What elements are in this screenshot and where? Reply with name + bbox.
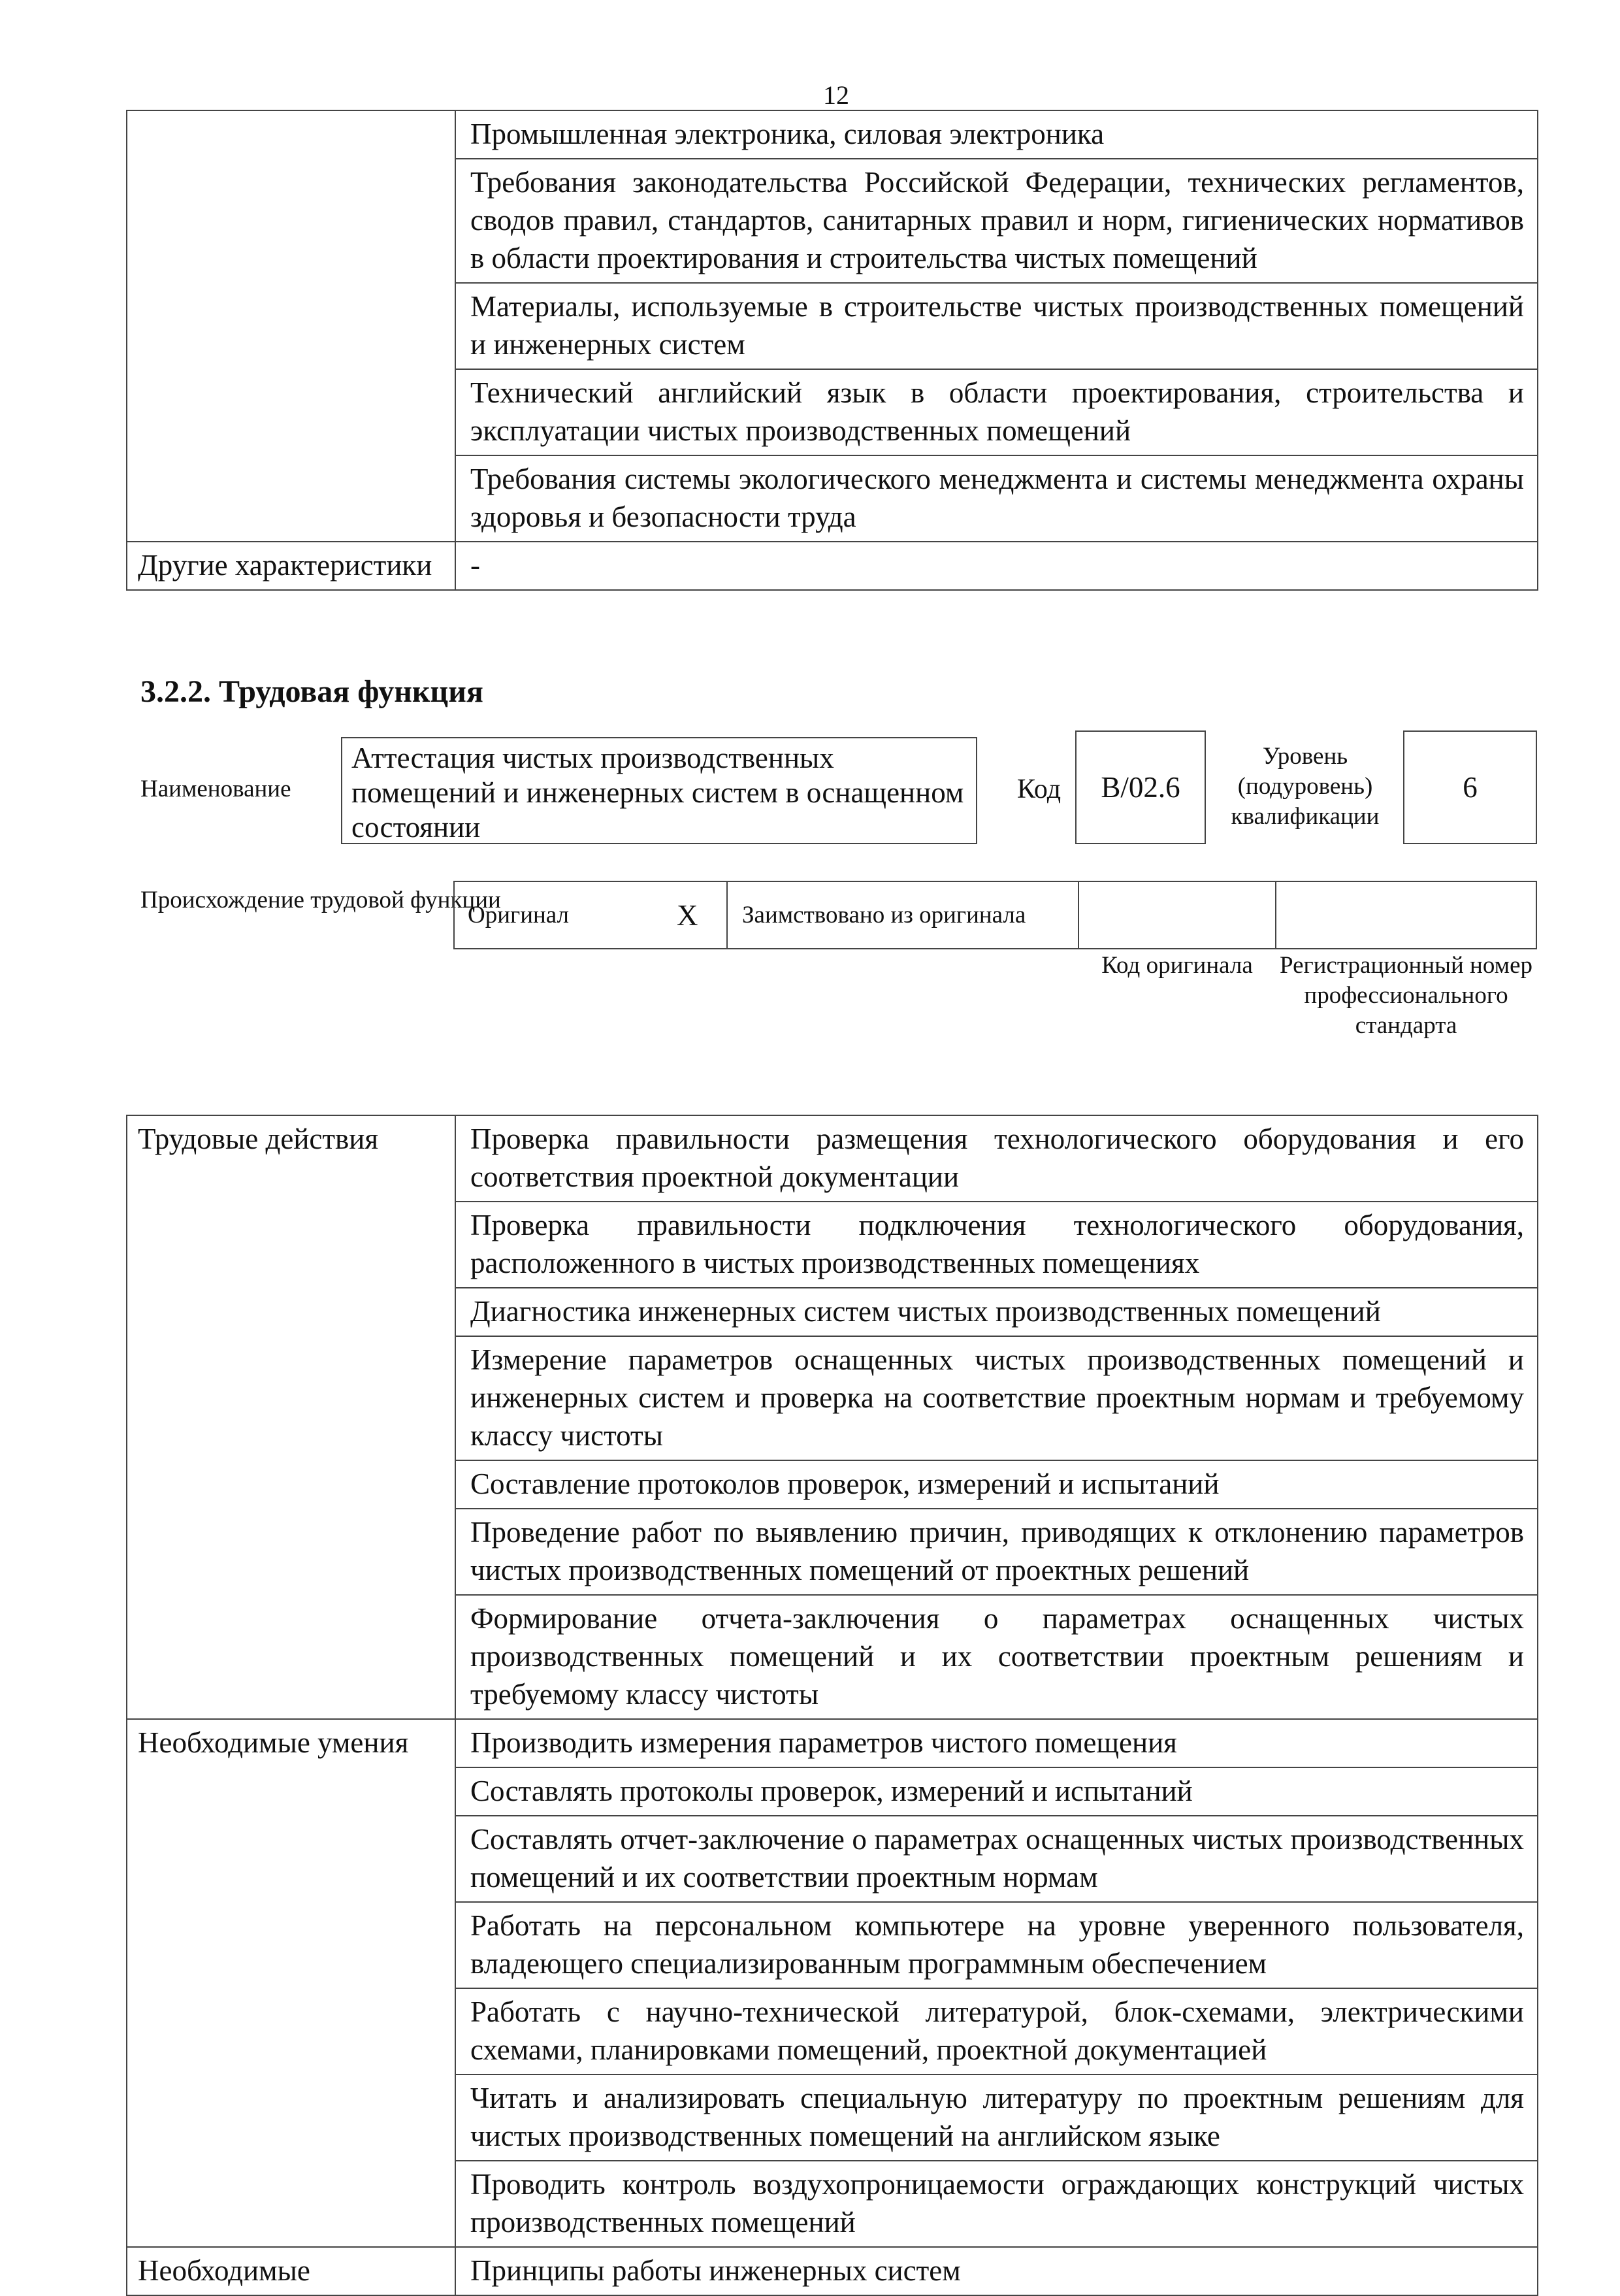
code-box xyxy=(1075,730,1206,844)
knowledge-table-continued xyxy=(126,110,1538,591)
continued-label-cell xyxy=(127,110,455,159)
skills-label-cell xyxy=(127,1902,455,1988)
other-characteristics-value: - xyxy=(455,542,1538,590)
knowledge-label: Необходимые xyxy=(127,2247,455,2295)
actions-label-cell xyxy=(127,1336,455,1460)
continued-label-cell xyxy=(127,283,455,369)
origin-label: Происхождение трудовой функции xyxy=(140,887,501,913)
skills-label-cell xyxy=(127,1816,455,1902)
skill-item: Читать и анализировать специальную литературу по проектным решениям для чистых производственных помещений на английском языке xyxy=(455,2075,1538,2161)
skills-label-cell xyxy=(127,1767,455,1816)
skills-label-cell xyxy=(127,2075,455,2161)
skills-label-cell xyxy=(127,2161,455,2247)
actions-label-cell xyxy=(127,1202,455,1288)
borrowed-label: Заимствовано из оригинала xyxy=(742,902,1026,928)
actions-label: Трудовые действия xyxy=(127,1115,455,1202)
actions-label-cell xyxy=(127,1288,455,1336)
skills-label-cell xyxy=(127,1988,455,2075)
function-name-label: Наименование xyxy=(140,776,291,802)
action-item: Проверка правильности подключения технологического оборудования, расположенного в чистых производственных помещениях xyxy=(455,1202,1538,1288)
code-value: B/02.6 xyxy=(1101,770,1180,804)
skills-label: Необходимые умения xyxy=(127,1719,455,1767)
continued-label-cell xyxy=(127,159,455,283)
action-item: Диагностика инженерных систем чистых производственных помещений xyxy=(455,1288,1538,1336)
original-mark: X xyxy=(677,898,698,932)
origin-row xyxy=(453,881,1537,949)
continued-label-cell xyxy=(127,369,455,455)
skill-item: Производить измерения параметров чистого помещения xyxy=(455,1719,1538,1767)
actions-label-cell xyxy=(127,1509,455,1595)
qualification-level-label: Уровень (подуровень) квалификации xyxy=(1231,743,1380,830)
actions-label-cell xyxy=(127,1460,455,1509)
other-characteristics-label: Другие характеристики xyxy=(127,542,455,590)
action-item: Проверка правильности размещения технологического оборудования и его соответствия проектной документации xyxy=(455,1115,1538,1202)
skill-item: Проводить контроль воздухопроницаемости ограждающих конструкций чистых производственных помещений xyxy=(455,2161,1538,2247)
actions-label-cell xyxy=(127,1595,455,1719)
knowledge-item: Требования системы экологического менеджмента и системы менеджмента охраны здоровья и безопасности труда xyxy=(455,455,1538,542)
skill-item: Составлять отчет-заключение о параметрах оснащенных чистых производственных помещений и их соответствии проектным нормам xyxy=(455,1816,1538,1902)
page-number: 12 xyxy=(823,80,849,110)
action-item: Составление протоколов проверок, измерений и испытаний xyxy=(455,1460,1538,1509)
function-name-box: Аттестация чистых производственных помещений и инженерных систем в оснащенном состоянии xyxy=(341,737,977,844)
original-cell xyxy=(453,881,728,949)
skill-item: Составлять протоколы проверок, измерений и испытаний xyxy=(455,1767,1538,1816)
knowledge-item: Требования законодательства Российской Федерации, технических регламентов, сводов правил, стандартов, санитарных правил и норм, гигиенических нормативов в области проектирования и строительства чистых помещений xyxy=(455,159,1538,283)
code-label: Код xyxy=(1017,774,1061,804)
qualification-level-box xyxy=(1403,730,1537,844)
skill-item: Работать на персональном компьютере на уровне уверенного пользователя, владеющего специализированным программным обеспечением xyxy=(455,1902,1538,1988)
action-item: Проведение работ по выявлению причин, приводящих к отклонению параметров чистых производственных помещений от проектных решений xyxy=(455,1509,1538,1595)
code-original-cell xyxy=(1078,881,1276,949)
skill-item: Работать с научно-технической литературой, блок-схемами, электрическими схемами, планировками помещений, проектной документацией xyxy=(455,1988,1538,2075)
borrowed-cell xyxy=(726,881,1079,949)
continued-label-cell xyxy=(127,455,455,542)
original-label: Оригинал xyxy=(468,902,570,928)
knowledge-item: Технический английский язык в области проектирования, строительства и эксплуатации чистых производственных помещений xyxy=(455,369,1538,455)
section-heading: 3.2.2. Трудовая функция xyxy=(140,674,483,709)
knowledge-item: Принципы работы инженерных систем xyxy=(455,2247,1538,2295)
function-details-table xyxy=(126,1115,1538,2296)
reg-number-cell xyxy=(1275,881,1537,949)
knowledge-item: Материалы, используемые в строительстве чистых производственных помещений и инженерных систем xyxy=(455,283,1538,369)
action-item: Формирование отчета-заключения о параметрах оснащенных чистых производственных помещений и их соответствии проектным решениям и требуемому классу чистоты xyxy=(455,1595,1538,1719)
reg-number-label: Регистрационный номер профессионального стандарта xyxy=(1279,952,1532,1039)
qualification-level-value: 6 xyxy=(1463,770,1478,804)
code-original-label: Код оригинала xyxy=(1101,952,1253,979)
knowledge-item: Промышленная электроника, силовая электроника xyxy=(455,110,1538,159)
action-item: Измерение параметров оснащенных чистых производственных помещений и инженерных систем и проверка на соответствие проектным нормам и требуемому классу чистоты xyxy=(455,1336,1538,1460)
